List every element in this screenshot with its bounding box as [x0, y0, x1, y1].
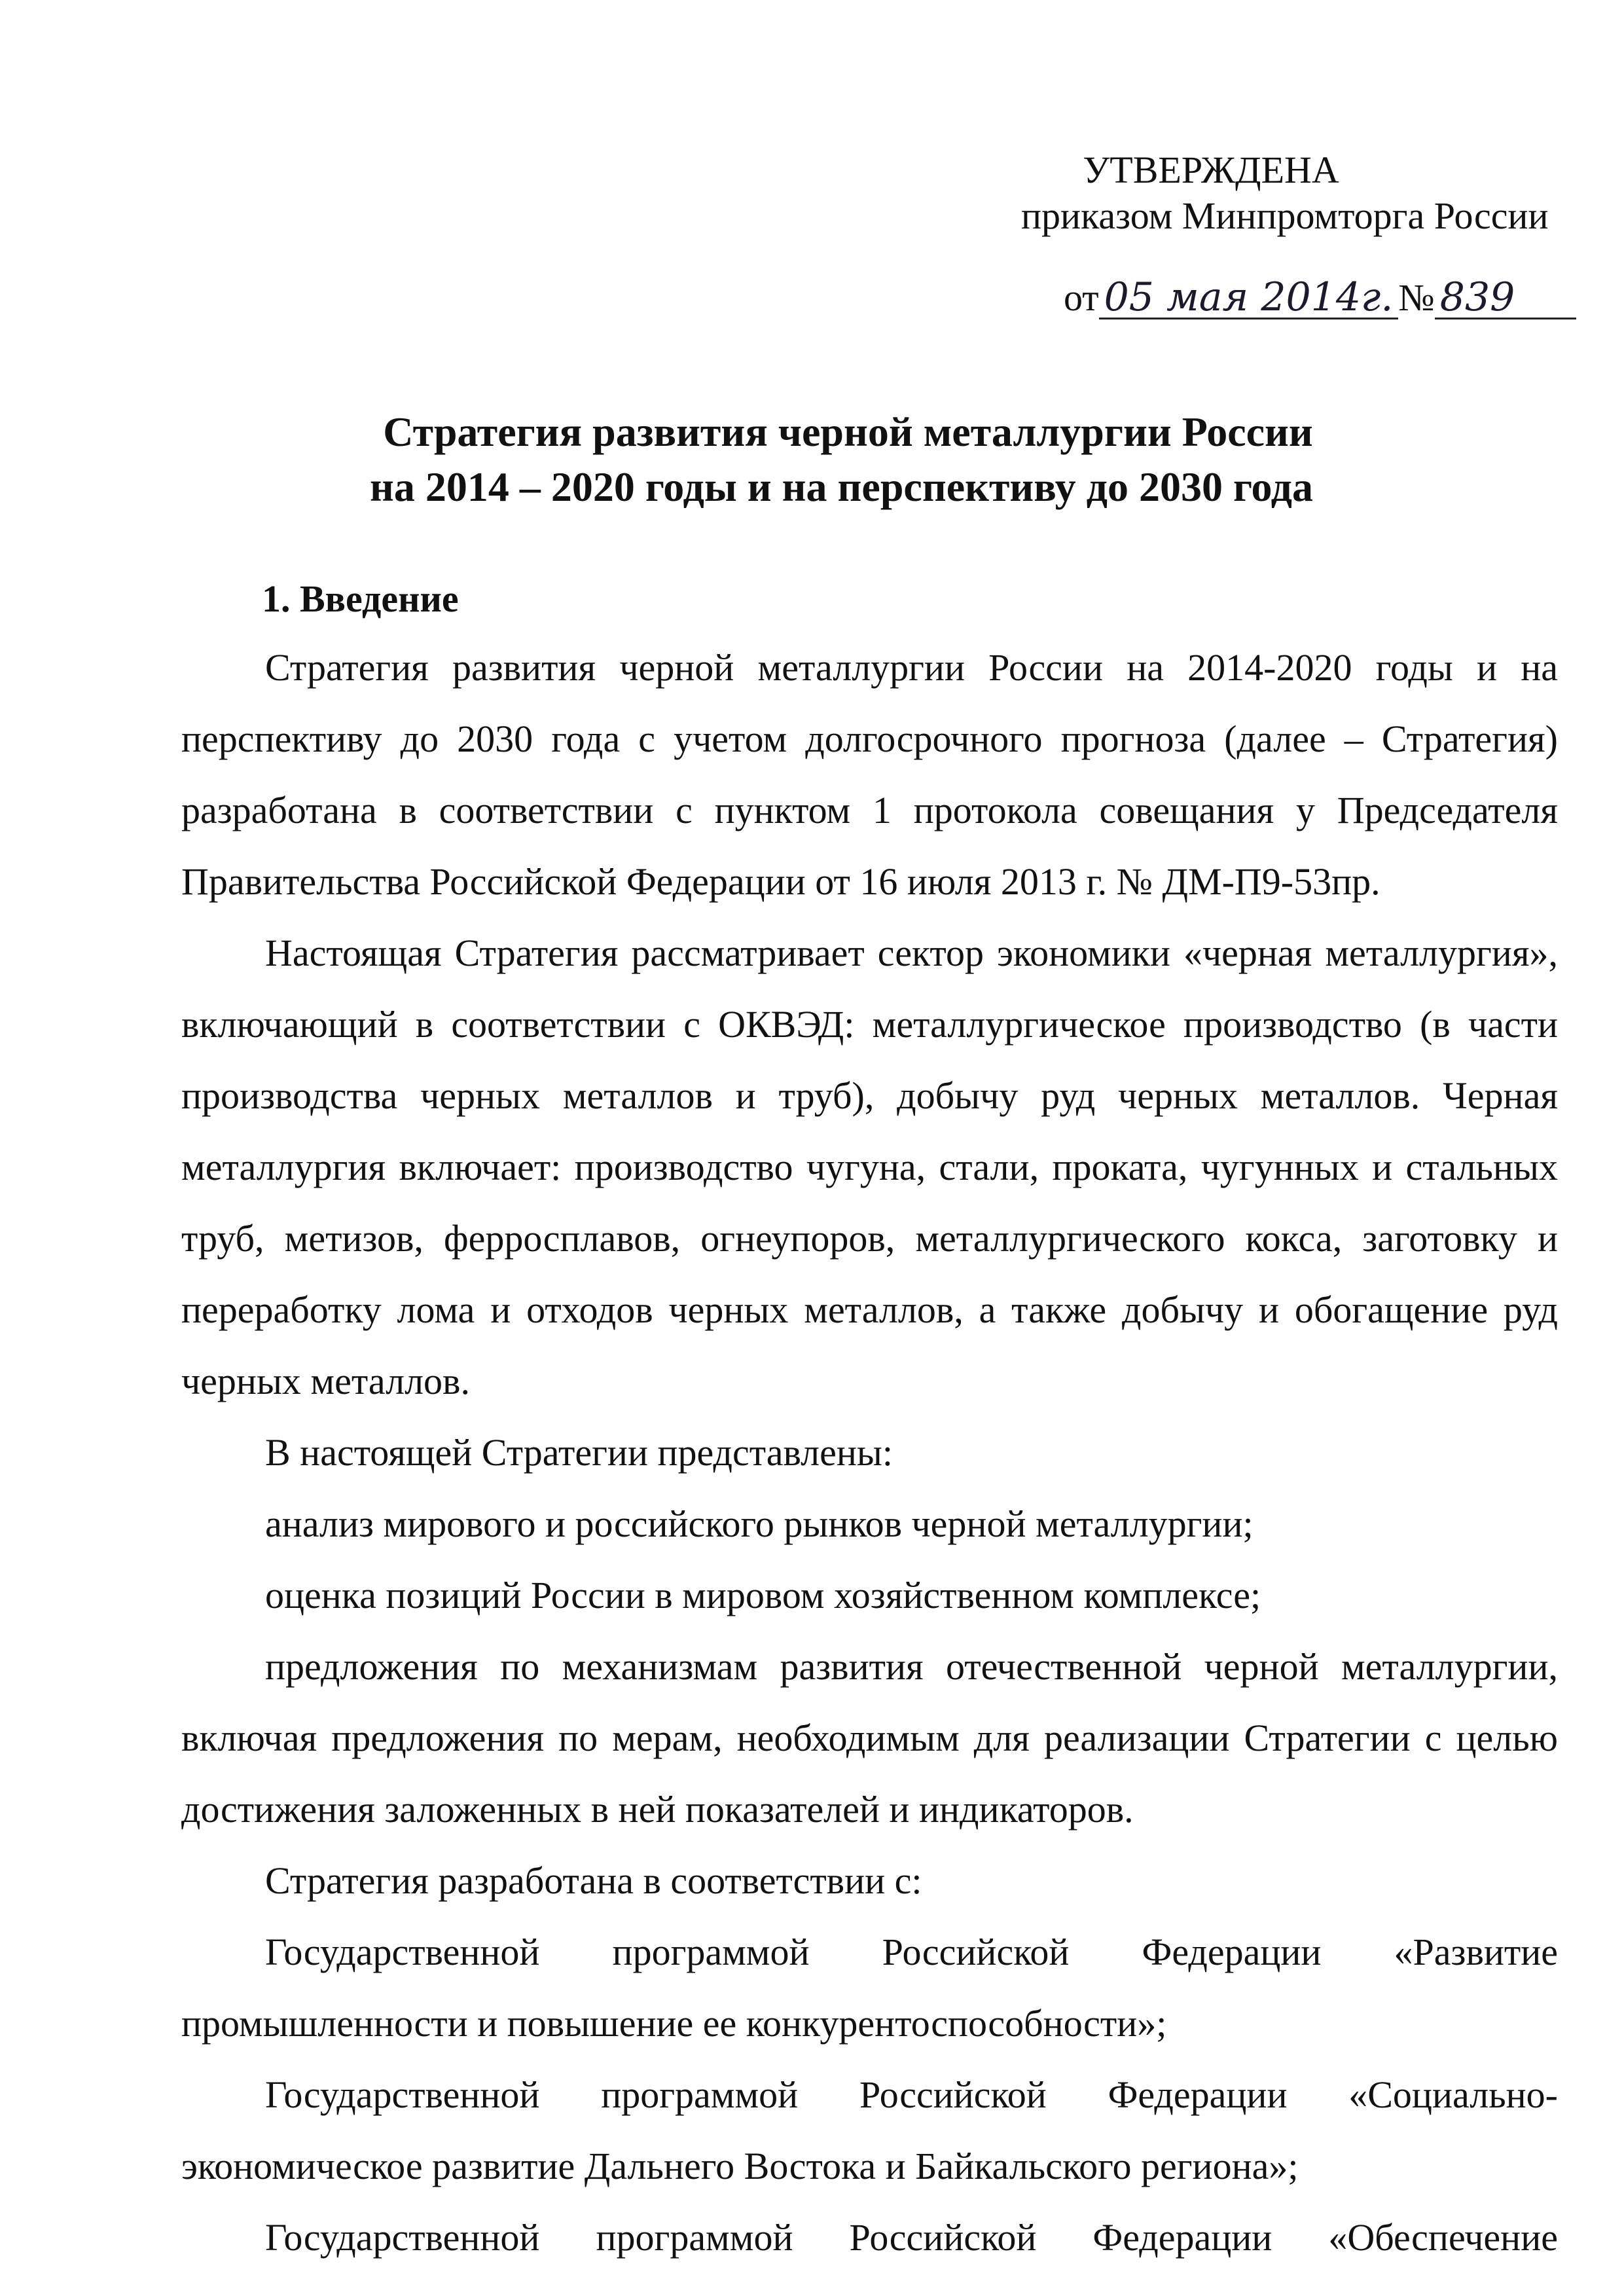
- list-item: анализ мирового и российского рынков черной металлургии;: [265, 1503, 1254, 1545]
- list-item: Государственной программой Российской Федерации «Развитие промышленности и повышение ее конкурентоспособности»;: [181, 1931, 1558, 2045]
- list-item: Государственной программой Российской Федерации «Обеспечение: [265, 2216, 1558, 2259]
- list-item: оценка позиций России в мировом хозяйственном комплексе;: [265, 1574, 1261, 1616]
- paragraph: Стратегия развития черной металлургии России на 2014-2020 годы и на перспективу до 2030 года с учетом долгосрочного прогноза (далее – Стратегия) разработана в соответствии с пунктом 1 протокола совещания у Председателя Правительства Российской Федерации от 16 июля 2013 г. № ДМ-П9-53пр.: [181, 646, 1558, 903]
- date-prefix: от: [1064, 276, 1099, 319]
- approval-block: [1021, 147, 1558, 237]
- list-item: Государственной программой Российской Федерации «Социально-экономическое развитие Дальнего Востока и Байкальского региона»;: [181, 2073, 1558, 2187]
- approved-label: УТВЕРЖДЕНА: [1083, 149, 1339, 191]
- title-line-1: Стратегия развития черной металлургии России: [383, 409, 1313, 455]
- approving-order-label: приказом Минпромторга России: [1021, 194, 1549, 237]
- handwritten-date: 05 мая 2014г.: [1099, 277, 1399, 319]
- section-heading: 1. Введение: [262, 577, 459, 620]
- list-item: предложения по механизмам развития отечественной черной металлургии, включая предложения по мерам, необходимым для реализации Стратегии с целью достижения заложенных в ней показателей и индикаторов.: [181, 1645, 1558, 1831]
- paragraph: Настоящая Стратегия рассматривает сектор экономики «черная металлургия», включающий в соответствии с ОКВЭД: металлургическое производство (в части производства черных металлов и труб), добычу руд черных металлов. Черная металлургия включает: производство чугуна, стали, проката, чугунных и стальных труб, метизов, ферросплавов, огнеупоров, металлургического кокса, заготовку и переработку лома и отходов черных металлов, а также добычу и обогащение руд черных металлов.: [181, 932, 1558, 1402]
- paragraph: Стратегия разработана в соответствии с:: [265, 1859, 922, 1902]
- number-prefix: №: [1398, 276, 1435, 319]
- document-body: [181, 632, 1558, 2273]
- order-date-line: [1064, 275, 1576, 321]
- title-line-2: на 2014 – 2020 годы и на перспективу до 2030 года: [369, 464, 1314, 510]
- paragraph: В настоящей Стратегии представлены:: [265, 1431, 893, 1474]
- document-title: [0, 405, 1624, 515]
- handwritten-order-number: 839: [1435, 277, 1576, 319]
